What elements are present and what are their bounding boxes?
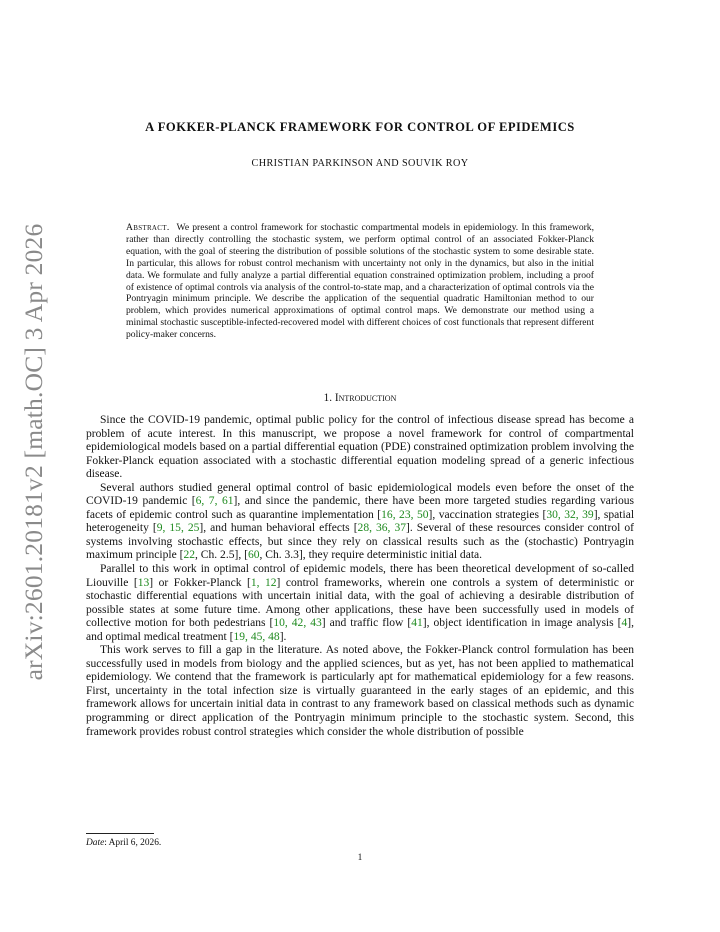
paragraph-2 <box>86 482 634 563</box>
text-run: ] control frameworks, wherein one controls a system of deterministic or stochastic differential equations with uncertain initial data, with the goal of achieving a desirable distribution of possible states at some future time. Among other applications, these have been successfully used in models of collective motion for both pedestrians [ <box>86 576 634 630</box>
citation-link[interactable]: 30, 32, 39 <box>546 508 594 521</box>
paper-title: A FOKKER-PLANCK FRAMEWORK FOR CONTROL OF EPIDEMICS <box>145 120 575 134</box>
text-run: ]. <box>279 630 287 643</box>
text-run: ], and optimal medical treatment [ <box>86 617 634 643</box>
abstract-heading: Abstract. <box>126 222 170 233</box>
date-footnote <box>86 838 161 848</box>
footnote-text: : April 6, 2026. <box>104 838 162 848</box>
paragraph-1: Since the COVID-19 pandemic, optimal public policy for the control of infectious disease spread has become a problem of acute interest. In this manuscript, we propose a novel framework for control of compartmental epidemiological models based on a partial differential equation (PDE) constrained optimization problem involving the Fokker-Planck equation associated with a stochastic differential equation modeling spread of a generic infectious disease. <box>86 414 634 481</box>
citation-link[interactable]: 9, 15, 25 <box>156 522 200 535</box>
citation-link[interactable]: 28, 36, 37 <box>357 522 407 535</box>
footnote-divider <box>86 833 154 834</box>
abstract-text: We present a control framework for stochastic compartmental models in epidemiology. In this framework, rather than directly controlling the stochastic system, we perform optimal control of an associated Fokker-Planck equation, with the goal of steering the distribution of possible solutions of the stochastic system to some desirable state. In particular, this allows for robust control mechanism with uncertainty not only in the dynamics, but also in the initial data. We formulate and fully analyze a partial differential equation constrained optimization problem, including a proof of existence of optimal controls via analysis of the control-to-state map, and a characterization of optimal controls via the Pontryagin minimum principle. We describe the application of the sequential quadratic Hamiltonian method to our problem, which provides numerical approximations of optimal control maps. We demonstrate our method using a minimal stochastic susceptible-infected-recovered model with different choices of cost functionals that represent different policy-maker concerns. <box>126 222 595 341</box>
citation-link[interactable]: 6, 7, 61 <box>195 495 234 508</box>
text-run: ], object identification in image analysis [ <box>422 617 622 630</box>
text-run: ], and since the pandemic, there have been more targeted studies regarding various facets of epidemic control such as quarantine implementation [ <box>86 495 634 521</box>
page-number: 1 <box>357 853 363 863</box>
text-run: Parallel to this work in optimal control of epidemic models, there has been theoretical development of so-called Liouville [ <box>86 563 634 589</box>
paper-authors: CHRISTIAN PARKINSON AND SOUVIK ROY <box>251 158 469 169</box>
arxiv-identifier-stamp <box>14 223 54 681</box>
text-run: ]. Several of these resources consider control of systems involving stochastic effects, but since they rely on classical results such as the (stochastic) Pontryagin maximum principle [ <box>86 522 634 562</box>
text-run: ], spatial heterogeneity [ <box>86 508 635 535</box>
citation-link[interactable]: 19, 45, 48 <box>233 630 280 643</box>
abstract-block <box>126 222 594 341</box>
citation-link[interactable]: 22 <box>183 549 196 562</box>
arxiv-identifier-text: arXiv:2601.20181v2 [math.OC] 3 Apr 2026 <box>19 223 48 681</box>
text-run: Several authors studied general optimal control of basic epidemiological models even before the onset of the COVID-19 pandemic [ <box>86 481 634 508</box>
text-run: ] and traffic flow [ <box>321 617 412 630</box>
footnote-label: Date <box>86 838 105 848</box>
text-run: ] or Fokker-Planck [ <box>149 576 251 589</box>
citation-link[interactable]: 4 <box>621 617 628 630</box>
citation-link[interactable]: 1, 12 <box>250 576 277 589</box>
paragraph-3 <box>86 563 634 644</box>
section-number: 1. <box>323 392 333 404</box>
citation-link[interactable]: 13 <box>137 576 150 589</box>
text-run: , Ch. 3.3], they require deterministic initial data. <box>259 549 483 562</box>
citation-link[interactable]: 16, 23, 50 <box>381 508 429 521</box>
citation-link[interactable]: 41 <box>411 617 423 630</box>
text-run: ], vaccination strategies [ <box>428 508 547 521</box>
citation-link[interactable]: 60 <box>247 549 260 562</box>
section-heading <box>86 392 634 404</box>
text-run: , Ch. 2.5], [ <box>195 549 248 562</box>
citation-link[interactable]: 10, 42, 43 <box>273 617 322 630</box>
text-run: ], and human behavioral effects [ <box>199 522 358 535</box>
section-title-text: Introduction <box>334 392 397 404</box>
body-text <box>86 414 634 739</box>
paragraph-4: This work serves to fill a gap in the literature. As noted above, the Fokker-Planck control formulation has been successfully used in models from biology and the applied sciences, but as yet, has not been applied to mathematical epidemiology. We contend that the framework is particularly apt for mathematical epidemiology for a few reasons. First, uncertainty in the total infection size is virtually guaranteed in the early stages of an epidemic, and this framework allows for uncertain initial data in contrast to any framework based on classical methods such as dynamic programming or direct application of the Pontryagin minimum principle to the stochastic system. Second, this framework provides robust control strategies which consider the whole distribution of possible <box>86 644 634 738</box>
